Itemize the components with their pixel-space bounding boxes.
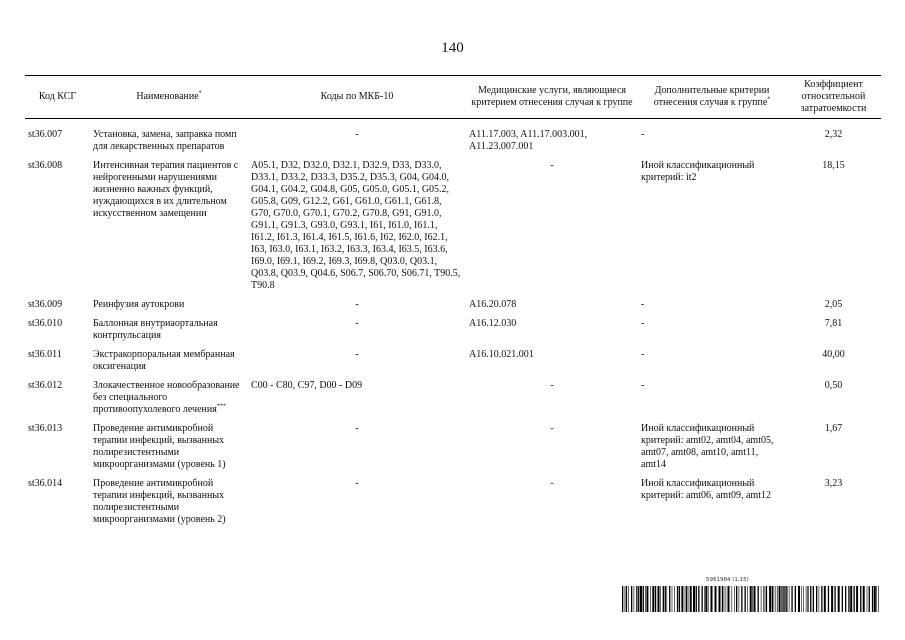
table-row xyxy=(25,476,881,531)
cell-medical-services: A16.10.021.001 xyxy=(469,349,534,360)
cell-medical-services: - xyxy=(550,380,554,391)
header-mkb: Коды по МКБ-10 xyxy=(320,91,394,102)
table-row xyxy=(25,158,881,297)
cell-code: st36.007 xyxy=(28,129,63,140)
header-name: Наименование* xyxy=(136,90,202,102)
cell-code: st36.012 xyxy=(28,380,63,391)
table-row xyxy=(25,316,881,347)
cell-name: Установка, замена, заправка помп для лекарственных препаратов xyxy=(93,129,237,152)
header-extra-criteria: Дополнительные критерии отнесения случая к группе* xyxy=(653,85,771,108)
cell-name: Реинфузия аутокрови xyxy=(93,299,185,310)
cell-coefficient: 3,23 xyxy=(824,478,843,489)
cell-mkb-codes: - xyxy=(355,478,359,489)
cell-code: st36.014 xyxy=(28,478,63,489)
header-services: Медицинские услуги, являющиеся критерием отнесения случая к группе xyxy=(471,85,633,108)
cell-extra-criteria: Иной классификационный критерий: amt02, amt04, amt05, amt07, amt08, amt10, amt11, amt14 xyxy=(641,423,774,470)
table-header-row xyxy=(25,76,881,119)
cell-name: Интенсивная терапия пациентов с нейрогенными нарушениями жизненно важных функций, нуждающихся в их длительном искусственном замещении xyxy=(93,160,239,219)
header-extra-footnote-mark: * xyxy=(767,96,771,103)
cell-extra-criteria: - xyxy=(641,318,645,329)
cell-extra-criteria: - xyxy=(641,299,645,310)
header-name-footnote-mark: * xyxy=(198,90,202,97)
cell-coefficient: 1,67 xyxy=(824,423,843,434)
cell-extra-criteria: Иной классификационный критерий: it2 xyxy=(641,160,755,183)
cell-name: Проведение антимикробной терапии инфекций, вызванных полирезистентными микроорганизмами (уровень 1) xyxy=(93,423,226,470)
header-coefficient: Коэффициент относительной затратоемкости xyxy=(800,79,867,114)
barcode-label: 5961984 (1.15) xyxy=(706,577,749,583)
table-row xyxy=(25,378,881,421)
cell-code: st36.011 xyxy=(28,349,62,360)
barcode-icon xyxy=(622,586,879,612)
cell-code: st36.009 xyxy=(28,299,63,310)
cell-name: Баллонная внутриаортальная контрпульсация xyxy=(93,318,218,341)
cell-extra-criteria: - xyxy=(641,129,645,140)
header-code: Код КСГ xyxy=(38,91,77,102)
cell-coefficient: 40,00 xyxy=(822,349,845,360)
cell-coefficient: 2,05 xyxy=(824,299,843,310)
footnote-mark: *** xyxy=(216,403,226,410)
cell-code: st36.010 xyxy=(28,318,63,329)
cell-extra-criteria: - xyxy=(641,349,645,360)
cell-medical-services: A16.20.078 xyxy=(469,299,517,310)
table-row xyxy=(25,127,881,158)
cell-code: st36.013 xyxy=(28,423,63,434)
page-number: 140 xyxy=(441,40,464,56)
table-body xyxy=(25,119,881,532)
cell-medical-services: - xyxy=(550,160,554,171)
cell-name: Проведение антимикробной терапии инфекций, вызванных полирезистентными микроорганизмами (уровень 2) xyxy=(93,478,226,525)
cell-mkb-codes: - xyxy=(355,349,359,360)
cell-extra-criteria: - xyxy=(641,380,645,391)
cell-mkb-codes: - xyxy=(355,299,359,310)
cell-mkb-codes: - xyxy=(355,318,359,329)
cell-mkb-codes: A05.1, D32, D32.0, D32.1, D32.9, D33, D33.0, D33.1, D33.2, D33.3, D35.2, D35.3, G04, G04.0, G04.1, G04.2, G04.8, G05, G05.0, G05.1, G05.2, G05.8, G09, G12.2, G61, G61.0, G61.1, G61.8, G70, G70.0, G70.1, G70.2, G70.8, G91, G91.0, G91.1, G91.3, G93.0, G93.1, I61, I61.0, I61.1, I61.2, I61.3, I61.4, I61.5, I61.6, I62, I62.0, I62.1, I63, I63.0, I63.1, I63.2, I63.3, I63.4, I63.5, I63.6, I69.0, I69.1, I69.2, I69.3, I69.8, Q03.0, Q03.1, Q03.8, Q03.9, Q04.6, S06.7, S06.70, S06.71, T90.5, T90.8 xyxy=(251,160,461,291)
cell-code: st36.008 xyxy=(28,160,63,171)
cell-medical-services: A11.17.003, A11.17.003.001, A11.23.007.001 xyxy=(469,129,588,152)
cell-coefficient: 0,50 xyxy=(824,380,843,391)
cell-coefficient: 18,15 xyxy=(822,160,845,171)
cell-coefficient: 2,32 xyxy=(824,129,843,140)
cell-name: Экстракорпоральная мембранная оксигенация xyxy=(93,349,235,372)
cell-name: Злокачественное новообразование без специального противоопухолевого лечения*** xyxy=(93,380,240,415)
cell-mkb-codes: - xyxy=(355,423,359,434)
cell-medical-services: - xyxy=(550,423,554,434)
cell-medical-services: A16.12.030 xyxy=(469,318,517,329)
cell-extra-criteria: Иной классификационный критерий: amt06, amt09, amt12 xyxy=(641,478,771,501)
cell-mkb-codes: - xyxy=(355,129,359,140)
ksg-table xyxy=(25,75,881,531)
table-row xyxy=(25,297,881,316)
cell-mkb-codes: C00 - C80, C97, D00 - D09 xyxy=(251,380,363,391)
table-row xyxy=(25,421,881,476)
table-row xyxy=(25,347,881,378)
cell-medical-services: - xyxy=(550,478,554,489)
cell-coefficient: 7,81 xyxy=(824,318,843,329)
